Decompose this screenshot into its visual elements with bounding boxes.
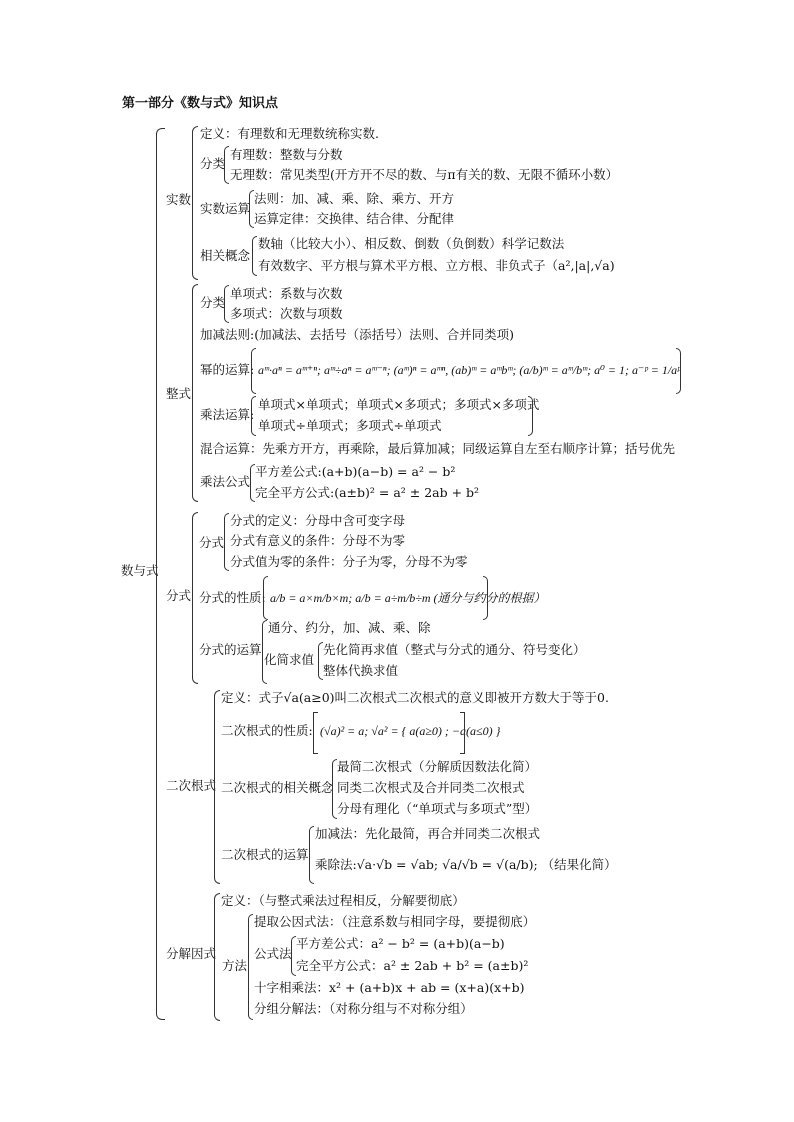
factor-formula-label: 公式法 xyxy=(254,946,292,961)
factor-label: 分解因式 xyxy=(166,946,217,961)
radical-property-formula: (√a)² = a; √a² = { a(a≥0) ; −a(a≤0) } xyxy=(320,724,501,738)
factor-definition: 定义：（与整式乘法过程相反，分解要彻底） xyxy=(221,893,465,908)
real-concepts-label: 相关概念 xyxy=(200,248,251,263)
radical-label: 二次根式 xyxy=(166,778,217,793)
integral-mixed: 混合运算：先乘方开方，再乘除，最后算加减；同级运算自左至右顺序计算；括号优先 xyxy=(200,441,676,456)
factor-method-brace xyxy=(248,914,253,1020)
real-concepts-brace xyxy=(252,236,257,276)
integral-formula-label: 乘法公式 xyxy=(200,474,251,489)
radical-concept-2: 同类二次根式及合并同类二次根式 xyxy=(337,780,525,795)
real-ops-rules: 法则：加、减、乘、除、乘方、开方 xyxy=(254,191,455,206)
radical-ops-add: 加减法：先化最简，再合并同类二次根式 xyxy=(315,826,541,841)
real-classify-label: 分类 xyxy=(200,156,226,171)
integral-label: 整式 xyxy=(166,386,192,401)
integral-polynomial: 多项式：次数与项数 xyxy=(230,306,343,321)
integral-mult-label: 乘法运算: xyxy=(200,407,255,422)
fraction-zero: 分式值为零的条件：分子为零，分母不为零 xyxy=(230,554,468,569)
radical-prop-bracket-right xyxy=(460,712,465,754)
real-classify-brace xyxy=(224,146,229,184)
fraction-ops-label: 分式的运算 xyxy=(199,642,262,657)
mult-brace-left xyxy=(251,396,256,436)
radical-ops-label: 二次根式的运算 xyxy=(221,847,309,862)
radical-property-label: 二次根式的性质: xyxy=(221,723,313,738)
fraction-prop-paren-right xyxy=(483,576,488,620)
radical-definition: 定义：式子√a(a≥0)叫二次根式二次根式的意义即被开方数大于等于0. xyxy=(221,690,609,705)
mult-brace-right xyxy=(528,396,533,436)
integral-mult-1: 单项式×单项式；单项式×多项式；多项式×多项式 xyxy=(258,397,540,412)
power-paren-right xyxy=(676,348,681,394)
factor-formula-2: 完全平方公式：a² ± 2ab + b² = (a±b)² xyxy=(296,958,529,973)
integral-formula-2: 完全平方公式:(a±b)² = a² ± 2ab + b² xyxy=(255,485,480,500)
fraction-property-label: 分式的性质: xyxy=(199,590,266,605)
real-concepts-1: 数轴（比较大小）、相反数、倒数（负倒数）科学记数法 xyxy=(258,236,565,251)
fraction-simplify-1: 先化简再求值（整式与分式的通分、符号变化） xyxy=(323,642,586,657)
integral-brace xyxy=(192,284,198,502)
factor-cross: 十字相乘法：x² + (a+b)x + ab = (x+a)(x+b) xyxy=(254,980,525,995)
real-label: 实数 xyxy=(166,192,192,207)
fraction-label: 分式 xyxy=(166,588,192,603)
real-ops-label: 实数运算 xyxy=(200,201,251,216)
fraction-brace xyxy=(192,512,198,684)
real-ops-laws: 运算定律：交换律、结合律、分配律 xyxy=(254,211,455,226)
integral-classify-label: 分类 xyxy=(200,295,226,310)
page-title: 第一部分《数与式》知识点 xyxy=(122,96,279,111)
integral-formula-1: 平方差公式:(a+b)(a−b) = a² − b² xyxy=(255,464,456,479)
radical-concept-3: 分母有理化（“单项式与多项式”型） xyxy=(337,801,538,816)
integral-mult-2: 单项式÷单项式；多项式÷单项式 xyxy=(258,418,442,433)
fraction-meaningful: 分式有意义的条件：分母不为零 xyxy=(230,533,406,548)
fraction-property-formula: a/b = a×m/b×m; a/b = a÷m/b÷m (通分与约分的根据） xyxy=(270,591,546,605)
root-brace xyxy=(156,128,165,1020)
integral-monomial: 单项式：系数与次数 xyxy=(230,286,343,301)
fraction-sub-label: 分式 xyxy=(199,535,225,550)
real-rational: 有理数：整数与分数 xyxy=(230,147,343,162)
real-concepts-2: 有效数字、平方根与算术平方根、立方根、非负式子（a²,|a|,√a) xyxy=(258,258,615,273)
fraction-def: 分式的定义：分母中含可变字母 xyxy=(230,513,406,528)
real-brace xyxy=(192,126,198,280)
fraction-simplify-2: 整体代换求值 xyxy=(323,663,399,678)
integral-add-sub: 加减法则:(加减法、去括号（添括号）法则、合并同类项) xyxy=(200,327,514,342)
integral-power-formula: aᵐ·aⁿ = aᵐ⁺ⁿ; aᵐ÷aⁿ = aᵐ⁻ⁿ; (aᵐ)ⁿ = aᵐⁿ, (ab)ᵐ = aᵐbᵐ; (a/b)ᵐ = aᵐ/bᵐ; a⁰ = 1; a⁻ᵖ = 1/aᵖ xyxy=(258,363,681,377)
factor-method-label: 方法 xyxy=(222,958,248,973)
fraction-sub-brace xyxy=(224,513,229,571)
integral-power-label: 幂的运算: xyxy=(200,362,255,377)
radical-prop-bracket-left xyxy=(313,712,318,754)
radical-concept-1: 最简二次根式（分解质因数法化简） xyxy=(337,759,538,774)
fraction-prop-paren-left xyxy=(263,576,268,620)
real-definition: 定义：有理数和无理数统称实数. xyxy=(200,126,379,141)
factor-common: 提取公因式法：（注意系数与相同字母，要提彻底） xyxy=(254,914,536,929)
radical-ops-brace xyxy=(309,826,314,884)
radical-brace xyxy=(214,690,220,884)
fraction-simplify-label: 化简求值 xyxy=(264,652,315,667)
radical-ops-mult: 乘除法:√a·√b = √ab; √a/√b = √(a/b); （结果化简） xyxy=(315,857,617,872)
factor-group: 分组分解法：（对称分组与不对称分组） xyxy=(254,1001,473,1016)
power-paren-left xyxy=(251,348,256,394)
real-irrational: 无理数：常见类型(开方开不尽的数、与π有关的数、无限不循环小数） xyxy=(230,167,619,182)
fraction-ops-1: 通分、约分，加、减、乘、除 xyxy=(268,620,431,635)
root-label: 数与式 xyxy=(121,563,159,578)
factor-brace xyxy=(214,893,220,1021)
integral-classify-brace xyxy=(224,285,229,323)
radical-concepts-label: 二次根式的相关概念 xyxy=(221,780,334,795)
factor-formula-1: 平方差公式：a² − b² = (a+b)(a−b) xyxy=(296,936,505,951)
